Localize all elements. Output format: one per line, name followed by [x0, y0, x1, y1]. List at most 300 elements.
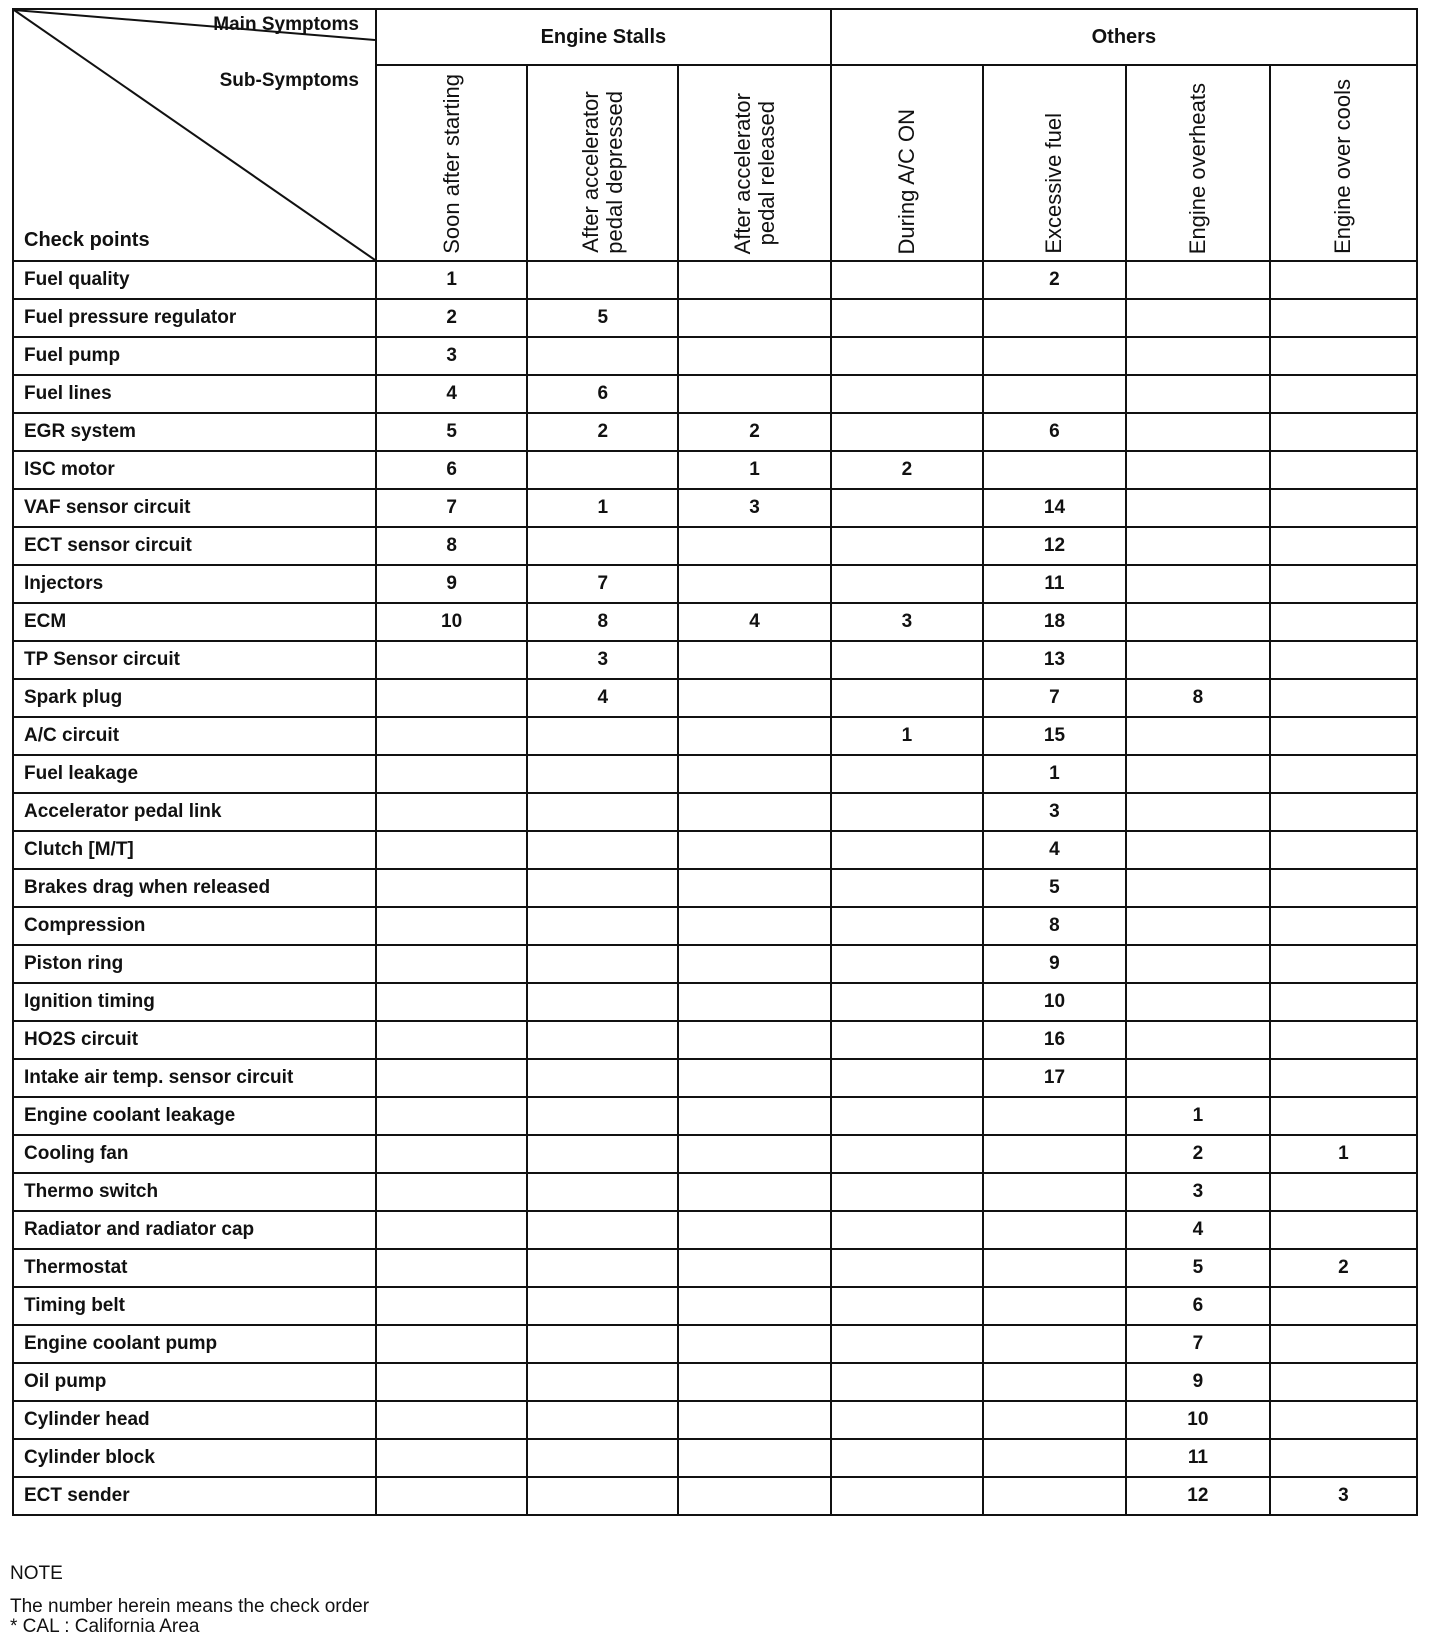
check-order-cell — [527, 831, 678, 869]
check-order-cell — [1126, 603, 1270, 641]
check-order-cell — [831, 831, 983, 869]
check-order-cell — [678, 565, 830, 603]
check-order-cell: 9 — [983, 945, 1126, 983]
check-order-cell — [1126, 755, 1270, 793]
check-order-cell — [527, 907, 678, 945]
check-order-cell — [1270, 869, 1417, 907]
row-label: ECT sensor circuit — [13, 527, 376, 565]
check-order-cell — [678, 983, 830, 1021]
column-header-label: Excessive fuel — [1041, 113, 1067, 254]
check-order-cell — [678, 831, 830, 869]
check-order-cell — [1126, 869, 1270, 907]
table-row — [13, 1477, 1417, 1515]
check-order-cell — [678, 261, 830, 299]
check-order-cell — [376, 793, 527, 831]
check-order-cell — [983, 1211, 1126, 1249]
check-order-cell: 2 — [983, 261, 1126, 299]
check-points-label: Check points — [24, 229, 150, 251]
check-order-cell: 5 — [1126, 1249, 1270, 1287]
table-row — [13, 261, 1417, 299]
check-order-cell: 5 — [376, 413, 527, 451]
table-row — [13, 755, 1417, 793]
check-order-cell: 11 — [1126, 1439, 1270, 1477]
check-order-cell — [1270, 717, 1417, 755]
check-order-cell — [983, 337, 1126, 375]
check-order-cell — [1126, 299, 1270, 337]
check-order-cell: 4 — [678, 603, 830, 641]
table-row — [13, 1059, 1417, 1097]
check-order-cell: 3 — [376, 337, 527, 375]
check-order-cell: 8 — [1126, 679, 1270, 717]
check-order-cell — [527, 793, 678, 831]
column-header-label: After accelerator pedal released — [729, 92, 779, 254]
column-header — [678, 65, 830, 261]
check-order-cell — [527, 1059, 678, 1097]
check-order-cell — [1270, 451, 1417, 489]
check-order-cell — [831, 1097, 983, 1135]
row-label: Engine coolant pump — [13, 1325, 376, 1363]
check-order-cell — [1126, 945, 1270, 983]
row-label: EGR system — [13, 413, 376, 451]
check-order-cell: 3 — [983, 793, 1126, 831]
check-order-cell — [1270, 1439, 1417, 1477]
table-row — [13, 413, 1417, 451]
check-order-cell — [1270, 1021, 1417, 1059]
check-order-cell — [678, 1401, 830, 1439]
check-order-cell — [678, 1135, 830, 1173]
table-row — [13, 1211, 1417, 1249]
row-label: Fuel pressure regulator — [13, 299, 376, 337]
check-order-cell — [831, 1401, 983, 1439]
check-order-cell: 8 — [527, 603, 678, 641]
troubleshooting-chart — [12, 8, 1418, 1516]
check-order-cell — [376, 907, 527, 945]
check-order-cell — [983, 1439, 1126, 1477]
row-label: Piston ring — [13, 945, 376, 983]
check-order-cell — [983, 1363, 1126, 1401]
check-order-cell — [376, 1477, 527, 1515]
check-order-cell — [1270, 489, 1417, 527]
check-order-cell — [983, 451, 1126, 489]
check-order-cell: 12 — [1126, 1477, 1270, 1515]
check-order-cell — [376, 679, 527, 717]
row-label: ISC motor — [13, 451, 376, 489]
table-row — [13, 603, 1417, 641]
check-order-cell — [527, 869, 678, 907]
check-order-cell — [1270, 907, 1417, 945]
table-row — [13, 793, 1417, 831]
check-order-cell — [831, 945, 983, 983]
check-order-cell: 1 — [983, 755, 1126, 793]
check-order-cell — [1270, 1059, 1417, 1097]
check-order-cell — [678, 1363, 830, 1401]
note-title: NOTE — [10, 1563, 63, 1584]
check-order-cell — [376, 1021, 527, 1059]
table-row — [13, 1325, 1417, 1363]
check-order-cell — [527, 983, 678, 1021]
table-row — [13, 451, 1417, 489]
check-order-cell — [527, 1325, 678, 1363]
check-order-cell — [678, 869, 830, 907]
check-order-cell — [376, 869, 527, 907]
check-order-cell — [1126, 375, 1270, 413]
row-label: Fuel quality — [13, 261, 376, 299]
table-row — [13, 1363, 1417, 1401]
check-order-cell: 11 — [983, 565, 1126, 603]
check-order-cell — [1270, 1363, 1417, 1401]
check-order-cell — [1126, 1021, 1270, 1059]
table-row — [13, 565, 1417, 603]
row-label: TP Sensor circuit — [13, 641, 376, 679]
check-order-cell — [983, 1249, 1126, 1287]
check-order-cell — [678, 907, 830, 945]
column-header-label: Soon after starting — [438, 74, 464, 254]
check-order-cell — [983, 1325, 1126, 1363]
check-order-cell — [1270, 983, 1417, 1021]
check-order-cell — [527, 1211, 678, 1249]
check-order-cell — [1126, 413, 1270, 451]
check-order-cell — [678, 1059, 830, 1097]
check-order-cell — [527, 945, 678, 983]
check-order-cell — [1270, 413, 1417, 451]
table-row — [13, 299, 1417, 337]
check-order-cell — [1126, 793, 1270, 831]
check-order-cell — [831, 1249, 983, 1287]
check-order-cell — [527, 1021, 678, 1059]
note-line-1: The number herein means the check order — [10, 1595, 370, 1617]
check-order-cell: 10 — [376, 603, 527, 641]
check-order-cell: 15 — [983, 717, 1126, 755]
check-order-cell — [1126, 489, 1270, 527]
check-order-cell: 5 — [983, 869, 1126, 907]
check-order-cell — [678, 1249, 830, 1287]
check-order-cell — [1270, 1097, 1417, 1135]
check-order-cell: 8 — [376, 527, 527, 565]
check-order-cell — [1270, 603, 1417, 641]
check-order-cell — [831, 1173, 983, 1211]
row-label: Fuel lines — [13, 375, 376, 413]
row-label: Thermo switch — [13, 1173, 376, 1211]
check-order-cell — [527, 755, 678, 793]
check-order-cell — [678, 1173, 830, 1211]
group-others: Others — [831, 9, 1417, 65]
check-order-cell — [1126, 907, 1270, 945]
check-order-cell: 2 — [376, 299, 527, 337]
check-order-cell — [527, 1439, 678, 1477]
check-order-cell — [1126, 337, 1270, 375]
table-row — [13, 1439, 1417, 1477]
check-order-cell — [527, 1287, 678, 1325]
row-label: Accelerator pedal link — [13, 793, 376, 831]
table-row — [13, 1173, 1417, 1211]
diagonal-lines — [14, 10, 375, 260]
check-order-cell — [678, 717, 830, 755]
check-order-cell: 10 — [1126, 1401, 1270, 1439]
check-order-cell — [983, 375, 1126, 413]
check-order-cell — [376, 1363, 527, 1401]
notes — [10, 1562, 369, 1640]
column-header — [527, 65, 678, 261]
check-order-cell: 1 — [678, 451, 830, 489]
check-order-cell: 9 — [1126, 1363, 1270, 1401]
check-order-cell — [376, 1135, 527, 1173]
check-order-cell: 2 — [527, 413, 678, 451]
check-order-cell — [376, 1401, 527, 1439]
check-order-cell — [678, 375, 830, 413]
check-order-cell: 13 — [983, 641, 1126, 679]
check-order-cell — [678, 1325, 830, 1363]
check-order-cell: 4 — [376, 375, 527, 413]
check-order-cell: 6 — [1126, 1287, 1270, 1325]
row-label: Cylinder head — [13, 1401, 376, 1439]
table-row — [13, 641, 1417, 679]
row-label: Cylinder block — [13, 1439, 376, 1477]
check-order-cell — [831, 1363, 983, 1401]
table-row — [13, 489, 1417, 527]
check-order-cell: 1 — [527, 489, 678, 527]
check-order-cell — [1126, 565, 1270, 603]
row-label: ECM — [13, 603, 376, 641]
check-order-cell — [831, 1021, 983, 1059]
check-order-cell: 3 — [678, 489, 830, 527]
check-order-cell — [831, 565, 983, 603]
check-order-cell: 6 — [983, 413, 1126, 451]
check-order-cell — [1126, 831, 1270, 869]
check-order-cell: 16 — [983, 1021, 1126, 1059]
check-order-cell — [831, 1135, 983, 1173]
check-order-cell — [376, 831, 527, 869]
table-row — [13, 1097, 1417, 1135]
main-symptoms-label: Main Symptoms — [213, 14, 359, 35]
table-row — [13, 983, 1417, 1021]
check-order-cell — [1270, 261, 1417, 299]
check-order-cell — [831, 1439, 983, 1477]
check-order-cell: 2 — [1126, 1135, 1270, 1173]
row-label: Ignition timing — [13, 983, 376, 1021]
check-order-cell — [1126, 1059, 1270, 1097]
check-order-cell: 6 — [376, 451, 527, 489]
check-order-cell: 3 — [1270, 1477, 1417, 1515]
check-order-cell — [831, 299, 983, 337]
check-order-cell: 6 — [527, 375, 678, 413]
check-order-cell — [983, 1401, 1126, 1439]
check-order-cell — [831, 907, 983, 945]
check-order-cell: 7 — [1126, 1325, 1270, 1363]
row-label: HO2S circuit — [13, 1021, 376, 1059]
check-order-cell — [527, 1363, 678, 1401]
check-order-cell — [1270, 337, 1417, 375]
check-order-cell: 2 — [678, 413, 830, 451]
table-row — [13, 1287, 1417, 1325]
check-order-cell — [1126, 451, 1270, 489]
table-row — [13, 1249, 1417, 1287]
check-order-cell: 1 — [376, 261, 527, 299]
check-order-cell: 1 — [1270, 1135, 1417, 1173]
table-row — [13, 679, 1417, 717]
row-label: Compression — [13, 907, 376, 945]
column-header-label: During A/C ON — [893, 108, 919, 254]
column-header — [831, 65, 983, 261]
check-order-cell: 12 — [983, 527, 1126, 565]
column-header — [376, 65, 527, 261]
sub-symptoms-label: Sub-Symptoms — [219, 70, 359, 91]
check-order-cell — [376, 1439, 527, 1477]
check-order-cell — [678, 1477, 830, 1515]
table-row — [13, 869, 1417, 907]
check-order-cell — [831, 375, 983, 413]
check-order-cell — [983, 1287, 1126, 1325]
check-order-cell: 1 — [1126, 1097, 1270, 1135]
check-order-cell — [1126, 983, 1270, 1021]
check-order-cell — [1270, 679, 1417, 717]
check-order-cell — [831, 641, 983, 679]
check-order-cell — [678, 1097, 830, 1135]
table-row — [13, 907, 1417, 945]
check-order-cell — [376, 1173, 527, 1211]
table-row — [13, 1021, 1417, 1059]
check-order-cell — [678, 337, 830, 375]
check-order-cell — [983, 1477, 1126, 1515]
check-order-cell — [1270, 945, 1417, 983]
row-label: Fuel pump — [13, 337, 376, 375]
check-order-cell — [678, 679, 830, 717]
check-order-cell — [678, 299, 830, 337]
check-order-cell — [527, 451, 678, 489]
check-order-cell — [831, 489, 983, 527]
check-order-cell — [831, 1325, 983, 1363]
check-order-cell — [527, 261, 678, 299]
check-order-cell — [376, 1059, 527, 1097]
check-order-cell — [678, 755, 830, 793]
table-row — [13, 527, 1417, 565]
check-order-cell — [527, 1477, 678, 1515]
check-order-cell — [831, 261, 983, 299]
check-order-cell: 9 — [376, 565, 527, 603]
check-order-cell — [527, 1135, 678, 1173]
check-order-cell — [376, 641, 527, 679]
check-order-cell: 3 — [831, 603, 983, 641]
check-order-cell — [678, 527, 830, 565]
check-order-cell — [1270, 565, 1417, 603]
check-order-cell — [376, 717, 527, 755]
check-order-cell — [831, 1059, 983, 1097]
check-order-cell — [1270, 527, 1417, 565]
row-label: VAF sensor circuit — [13, 489, 376, 527]
check-order-cell: 4 — [983, 831, 1126, 869]
check-order-cell — [983, 1135, 1126, 1173]
table-row — [13, 375, 1417, 413]
check-order-cell: 4 — [1126, 1211, 1270, 1249]
check-order-cell — [831, 337, 983, 375]
check-order-cell: 2 — [831, 451, 983, 489]
table-row — [13, 1401, 1417, 1439]
row-label: Thermostat — [13, 1249, 376, 1287]
row-label: Timing belt — [13, 1287, 376, 1325]
row-label: ECT sender — [13, 1477, 376, 1515]
table-row — [13, 337, 1417, 375]
row-label: A/C circuit — [13, 717, 376, 755]
check-order-cell — [983, 299, 1126, 337]
check-order-cell — [376, 755, 527, 793]
check-order-cell — [527, 337, 678, 375]
check-order-cell: 2 — [1270, 1249, 1417, 1287]
column-header — [1270, 65, 1417, 261]
check-order-cell — [1126, 261, 1270, 299]
check-order-cell — [527, 717, 678, 755]
check-order-cell — [678, 1021, 830, 1059]
column-header — [1126, 65, 1270, 261]
check-order-cell — [1126, 527, 1270, 565]
check-order-cell — [1270, 831, 1417, 869]
check-order-cell — [831, 983, 983, 1021]
check-order-cell — [831, 679, 983, 717]
row-label: Injectors — [13, 565, 376, 603]
row-label: Engine coolant leakage — [13, 1097, 376, 1135]
check-order-cell — [678, 1439, 830, 1477]
row-label: Clutch [M/T] — [13, 831, 376, 869]
check-order-cell — [527, 1173, 678, 1211]
check-order-cell — [831, 755, 983, 793]
check-order-cell: 7 — [983, 679, 1126, 717]
check-order-cell — [1126, 717, 1270, 755]
check-order-cell — [527, 1097, 678, 1135]
check-order-cell — [831, 869, 983, 907]
check-order-cell: 3 — [527, 641, 678, 679]
check-order-cell — [983, 1097, 1126, 1135]
check-order-cell: 4 — [527, 679, 678, 717]
check-order-cell: 7 — [376, 489, 527, 527]
check-order-cell — [678, 641, 830, 679]
check-order-cell — [831, 1287, 983, 1325]
check-order-cell: 1 — [831, 717, 983, 755]
check-order-cell — [831, 1477, 983, 1515]
check-order-cell: 17 — [983, 1059, 1126, 1097]
row-label: Oil pump — [13, 1363, 376, 1401]
check-order-cell — [678, 793, 830, 831]
check-order-cell — [376, 1287, 527, 1325]
table-row — [13, 831, 1417, 869]
check-order-cell — [831, 793, 983, 831]
check-order-cell — [527, 1401, 678, 1439]
check-order-cell — [1270, 1325, 1417, 1363]
check-order-cell — [1270, 1211, 1417, 1249]
check-order-cell — [376, 945, 527, 983]
check-order-cell — [376, 1249, 527, 1287]
check-order-cell — [376, 983, 527, 1021]
table-row — [13, 945, 1417, 983]
check-order-cell: 14 — [983, 489, 1126, 527]
header-corner-cell — [13, 9, 376, 261]
column-header-label: Engine over cools — [1330, 79, 1356, 254]
note-line-2: * CAL : California Area — [10, 1616, 200, 1638]
chart-body — [13, 261, 1417, 1515]
row-label: Cooling fan — [13, 1135, 376, 1173]
check-order-cell — [1126, 641, 1270, 679]
check-order-cell: 10 — [983, 983, 1126, 1021]
check-order-cell — [1270, 1173, 1417, 1211]
check-order-cell — [1270, 641, 1417, 679]
row-label: Fuel leakage — [13, 755, 376, 793]
check-order-cell — [831, 413, 983, 451]
check-order-cell: 18 — [983, 603, 1126, 641]
check-order-cell — [831, 527, 983, 565]
table-row — [13, 1135, 1417, 1173]
check-order-cell: 8 — [983, 907, 1126, 945]
check-order-cell — [376, 1097, 527, 1135]
row-label: Intake air temp. sensor circuit — [13, 1059, 376, 1097]
check-order-cell — [678, 945, 830, 983]
check-order-cell — [831, 1211, 983, 1249]
